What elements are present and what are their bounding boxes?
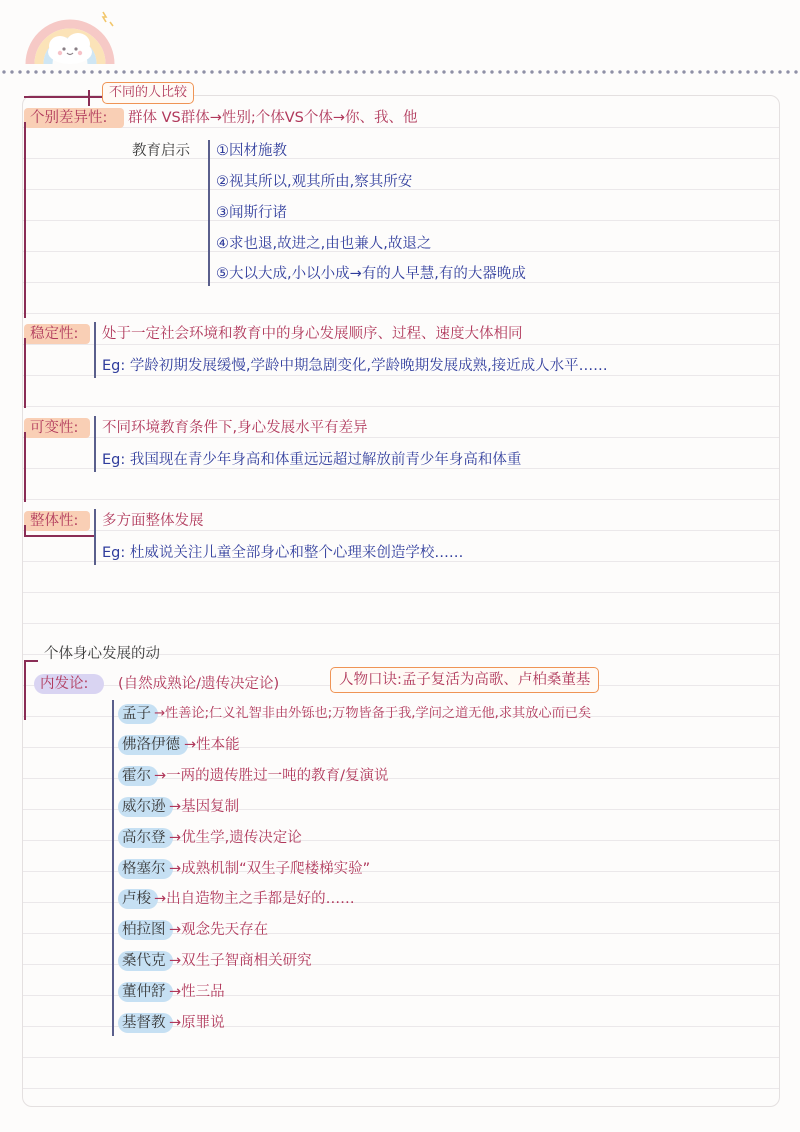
person-theory: →双生子智商相关研究 <box>169 953 312 969</box>
bracket-line <box>24 660 26 720</box>
person-name: 桑代克 <box>122 953 166 969</box>
section-title-integrity: 整体性: <box>30 513 79 529</box>
connector-line <box>24 96 102 98</box>
individual-desc: 群体 VS群体→性别;个体VS个体→你、我、他 <box>128 110 418 126</box>
edu-item: ②视其所以,观其所由,察其所安 <box>216 174 413 190</box>
person-theory: →性本能 <box>184 737 240 753</box>
bracket-line <box>208 140 210 286</box>
person-name: 格塞尔 <box>122 861 166 877</box>
bracket-line <box>94 509 96 565</box>
person-name: 高尔登 <box>122 830 166 846</box>
stability-example: Eg: 学龄初期发展缓慢,学龄中期急剧变化,学龄晚期发展成熟,接近成人水平…… <box>102 358 608 374</box>
person-name: 柏拉图 <box>122 922 166 938</box>
bracket-line <box>24 122 26 318</box>
section-title-variability: 可变性: <box>30 420 79 436</box>
person-theory: →原罪说 <box>169 1015 225 1031</box>
bracket-line <box>94 416 96 472</box>
integrity-example: Eg: 杜威说关注儿童全部身心和整个心理来创造学校…… <box>102 545 464 561</box>
variability-line: 不同环境教育条件下,身心发展水平有差异 <box>102 420 368 436</box>
person-theory: →优生学,遗传决定论 <box>169 830 302 846</box>
person-theory: →成熟机制“双生子爬楼梯实验” <box>169 861 371 877</box>
bracket-line <box>24 432 26 502</box>
bracket-line <box>94 322 96 378</box>
person-theory: →基因复制 <box>169 799 240 815</box>
person-name: 卢梭 <box>122 891 151 907</box>
dotted-divider <box>0 69 800 75</box>
edu-item: ⑤大以大成,小以小成→有的人早慧,有的大器晚成 <box>216 266 526 282</box>
person-theory: →性三品 <box>169 984 225 1000</box>
connector-line <box>24 660 38 662</box>
variability-example: Eg: 我国现在青少年身高和体重远远超过解放前青少年身高和体重 <box>102 452 522 468</box>
rainbow-cloud-icon <box>20 4 120 70</box>
stability-line: 处于一定社会环境和教育中的身心发展顺序、过程、速度大体相同 <box>102 326 523 342</box>
person-theory: →一两的遗传胜过一吨的教育/复演说 <box>154 768 389 784</box>
bracket-line <box>24 338 26 408</box>
person-name: 威尔逊 <box>122 799 166 815</box>
motive-heading: 个体身心发展的动 <box>44 646 160 662</box>
edu-item: ③闻斯行诸 <box>216 205 287 221</box>
person-theory: →出自造物主之手都是好的…… <box>154 891 355 907</box>
person-name: 基督教 <box>122 1015 166 1031</box>
edu-label: 教育启示 <box>132 143 190 159</box>
inner-theory-title: 内发论: <box>40 676 89 692</box>
integrity-line: 多方面整体发展 <box>102 513 204 529</box>
person-theory: →观念先天存在 <box>169 922 269 938</box>
edu-item: ①因材施教 <box>216 143 287 159</box>
inner-theory-desc: (自然成熟论/遗传决定论) <box>118 676 280 692</box>
section-title-stability: 稳定性: <box>30 326 79 342</box>
mnemonic-box: 人物口诀:孟子复活为高歌、卢柏桑董基 <box>330 667 599 693</box>
connector-line <box>24 535 94 537</box>
connector-line <box>88 90 90 106</box>
note-box: 不同的人比较 <box>102 82 194 104</box>
person-name: 佛洛伊德 <box>122 737 180 753</box>
bracket-line <box>112 700 114 1036</box>
person-name: 霍尔 <box>122 768 151 784</box>
section-title-individual: 个别差异性: <box>30 110 108 126</box>
person-name: 孟子 <box>122 706 151 722</box>
edu-item: ④求也退,故进之,由也兼人,故退之 <box>216 236 432 252</box>
person-theory: →性善论;仁义礼智非由外铄也;万物皆备于我,学问之道无他,求其放心而已矣 <box>154 706 592 721</box>
person-name: 董仲舒 <box>122 984 166 1000</box>
